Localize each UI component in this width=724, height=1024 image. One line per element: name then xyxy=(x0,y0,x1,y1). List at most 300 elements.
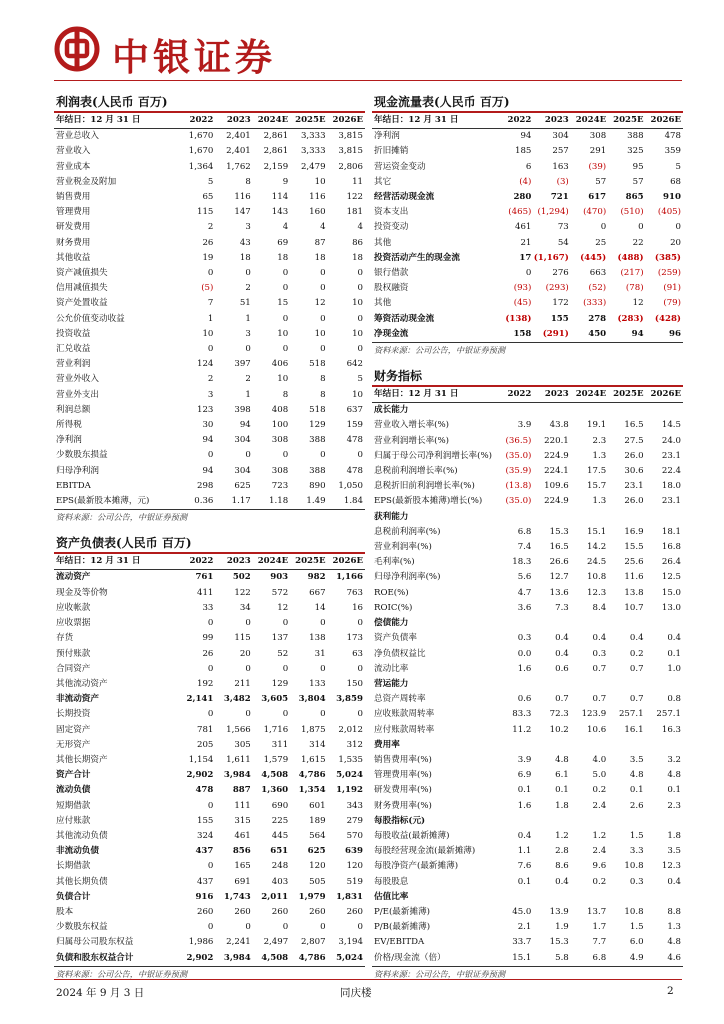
header-year-cell: 2023 xyxy=(544,115,569,125)
row-value: 8 xyxy=(320,374,326,385)
row-value: 10 xyxy=(314,328,326,339)
row-label: 汇兑收益 xyxy=(56,344,91,355)
row-value: 0 xyxy=(245,663,251,674)
row-value xyxy=(533,510,570,525)
row-value: 94 xyxy=(202,435,214,446)
row-value: 0.6 xyxy=(555,663,569,674)
table-row xyxy=(372,281,683,296)
row-label: 其他 xyxy=(374,298,392,309)
ratios-title: 财务指标 xyxy=(374,369,423,384)
table-row xyxy=(54,312,365,327)
row-value: 4.8 xyxy=(629,770,644,781)
row-value xyxy=(571,616,608,631)
row-value: 114 xyxy=(271,192,289,203)
row-value: 4.0 xyxy=(592,754,607,765)
table-row xyxy=(54,859,365,874)
row-value: (1,294) xyxy=(537,207,569,218)
table-header-row xyxy=(372,387,683,403)
table-row xyxy=(54,692,365,707)
row-value: 9 xyxy=(282,176,289,187)
row-label: 应收帐款 xyxy=(56,602,91,613)
table-row xyxy=(372,494,683,509)
row-value: 18 xyxy=(314,252,326,263)
table-row xyxy=(54,205,365,220)
row-value: 12 xyxy=(632,298,644,309)
row-value: 30.6 xyxy=(624,466,644,477)
row-value: 887 xyxy=(232,785,251,796)
footer-company: 同庆楼 xyxy=(340,987,372,999)
row-value: 0 xyxy=(282,450,289,461)
row-value: 3,804 xyxy=(298,694,326,705)
table-row xyxy=(372,875,683,890)
row-value: 16.3 xyxy=(661,724,681,735)
row-value: 2,141 xyxy=(186,694,214,705)
row-label: 资产减值损失 xyxy=(56,268,108,279)
row-value: 2.4 xyxy=(592,846,607,857)
row-value: 5.8 xyxy=(555,952,569,963)
row-value: 0 xyxy=(207,450,214,461)
row-label: 股本 xyxy=(56,906,74,917)
header-year-cell: 2026E xyxy=(332,556,363,567)
table-row xyxy=(372,662,683,677)
table-row xyxy=(372,951,683,966)
row-value: 1,050 xyxy=(338,480,363,491)
row-value: 163 xyxy=(552,161,569,172)
income-table xyxy=(54,113,365,509)
table-row xyxy=(54,738,365,753)
row-value: 4,786 xyxy=(298,952,326,963)
balance-sheet xyxy=(54,535,365,980)
row-value: 1,360 xyxy=(261,785,289,796)
row-value: 0 xyxy=(282,344,289,355)
table-row xyxy=(372,890,683,905)
row-value: 2,806 xyxy=(338,161,363,172)
row-value: 99 xyxy=(202,633,214,644)
row-value xyxy=(608,677,645,692)
row-value: 0.4 xyxy=(555,633,569,644)
row-value xyxy=(496,510,533,525)
row-value: 224.9 xyxy=(544,450,569,461)
row-value: 7.6 xyxy=(517,861,532,872)
row-value: 100 xyxy=(271,420,289,431)
row-value: 16.5 xyxy=(624,420,644,431)
row-value: 0 xyxy=(320,283,326,294)
row-value: 308 xyxy=(271,465,289,476)
row-label: 少数股东损益 xyxy=(56,450,108,461)
table-row xyxy=(372,464,683,479)
row-value: 304 xyxy=(552,131,569,142)
header-label-cell: 年结日：12 月 31 日 xyxy=(56,115,141,125)
row-value: 0.1 xyxy=(517,785,532,796)
table-row xyxy=(372,783,683,798)
row-value: 3.6 xyxy=(517,602,532,613)
row-label: 其他流动负债 xyxy=(56,830,108,841)
row-value: 5.6 xyxy=(517,572,532,583)
row-value: 20 xyxy=(239,648,251,659)
row-value: 10 xyxy=(314,176,326,187)
row-value: 116 xyxy=(234,192,251,203)
row-value: 87 xyxy=(314,237,326,248)
row-value: 45.0 xyxy=(512,906,532,917)
row-value: 570 xyxy=(346,830,363,841)
row-value: 2,861 xyxy=(263,131,289,142)
row-value: 14 xyxy=(314,602,326,613)
row-value: 0 xyxy=(207,663,214,674)
row-value: 2,807 xyxy=(300,937,326,948)
row-value: 1.84 xyxy=(343,496,363,507)
row-value: 2,497 xyxy=(263,937,289,948)
row-value: 359 xyxy=(664,146,681,157)
row-value: 10 xyxy=(202,328,214,339)
row-value: 123.9 xyxy=(581,709,607,720)
row-label: 估值比率 xyxy=(374,891,409,902)
footer-rule xyxy=(54,979,682,980)
row-value: 3,859 xyxy=(336,694,363,705)
row-value: 26.4 xyxy=(661,557,681,568)
row-value: (445) xyxy=(580,252,607,263)
row-value: 4 xyxy=(357,222,363,233)
row-value: 7.3 xyxy=(555,602,569,613)
row-value: 0 xyxy=(320,663,326,674)
row-label: 应付账款周转率 xyxy=(374,724,435,735)
row-value: 1,611 xyxy=(226,754,251,765)
row-label: EBITDA xyxy=(56,480,91,491)
row-value: 3,194 xyxy=(338,937,363,948)
row-value: (465) xyxy=(508,207,532,218)
table-row xyxy=(372,829,683,844)
header xyxy=(54,18,684,78)
row-value: (3) xyxy=(556,176,569,187)
row-value: 138 xyxy=(309,633,326,644)
row-value xyxy=(608,890,645,905)
row-label: 其他 xyxy=(374,237,392,248)
table-row xyxy=(54,677,365,692)
row-value: 0.8 xyxy=(667,694,681,705)
row-label: 每股净资产(最新摊薄) xyxy=(374,861,459,872)
row-value: 518 xyxy=(309,359,326,370)
row-value: 437 xyxy=(195,846,214,857)
row-value: 120 xyxy=(309,861,326,872)
row-value: 0 xyxy=(207,709,214,720)
row-value: 18 xyxy=(352,252,363,263)
header-year-cell: 2026E xyxy=(650,115,681,125)
header-year-cell: 2022 xyxy=(507,389,532,400)
row-value: 305 xyxy=(234,739,251,750)
row-label: 应付账款 xyxy=(56,815,91,826)
row-value: 10.2 xyxy=(549,724,569,735)
row-value: 10 xyxy=(352,389,363,400)
row-value: 224.9 xyxy=(544,496,569,507)
row-value: 518 xyxy=(309,404,326,415)
row-value: 10 xyxy=(352,328,363,339)
row-value: 1,192 xyxy=(336,785,363,796)
table-row xyxy=(372,707,683,722)
row-value: 890 xyxy=(309,480,326,491)
header-year-cell: 2024E xyxy=(575,115,607,125)
row-value: 0 xyxy=(357,283,363,294)
row-value: 2,401 xyxy=(226,131,251,142)
row-value: 0 xyxy=(357,922,363,933)
row-value: 257.1 xyxy=(656,709,681,720)
row-value: 3.5 xyxy=(629,754,644,765)
row-label: 营业外支出 xyxy=(56,389,99,400)
row-value: 155 xyxy=(196,815,214,826)
footer-page-number: 2 xyxy=(667,985,674,997)
row-label: 息税前利润增长率(%) xyxy=(374,466,458,477)
row-value: 65 xyxy=(202,192,214,203)
table-row xyxy=(372,296,683,311)
row-value: 123 xyxy=(196,404,214,415)
row-value: 0 xyxy=(207,800,214,811)
row-label: 研发费用率(%) xyxy=(374,785,432,796)
table-row xyxy=(54,372,365,387)
row-value xyxy=(608,510,645,525)
row-label: 利润总额 xyxy=(56,404,91,415)
table-header-row xyxy=(54,113,365,129)
row-value: 406 xyxy=(271,359,289,370)
row-value xyxy=(533,738,570,753)
row-value: 478 xyxy=(195,785,214,796)
table-row xyxy=(54,707,365,722)
row-label: 毛利率(%) xyxy=(374,557,415,568)
cashflow-table xyxy=(372,113,683,342)
row-value: 225 xyxy=(271,815,289,826)
row-value: 0.7 xyxy=(555,694,569,705)
table-row xyxy=(372,510,683,525)
row-value: 663 xyxy=(589,268,607,279)
table-row xyxy=(54,357,365,372)
row-value: 639 xyxy=(345,846,363,857)
row-value: 388 xyxy=(309,465,326,476)
row-value: 3.2 xyxy=(667,754,681,765)
row-value: 23.1 xyxy=(661,496,681,507)
row-value: 12 xyxy=(277,602,289,613)
row-value: 260 xyxy=(196,906,214,917)
table-row xyxy=(372,723,683,738)
row-value: 1.3 xyxy=(592,496,607,507)
table-header-row xyxy=(54,554,365,570)
row-label: 总资产周转率 xyxy=(374,694,426,705)
row-label: 营业总收入 xyxy=(56,131,99,142)
row-value: 94 xyxy=(520,131,532,142)
row-value: 1,579 xyxy=(263,754,289,765)
header-year-cell: 2025E xyxy=(613,389,644,400)
row-value: 0 xyxy=(282,618,289,629)
row-value: 27.5 xyxy=(624,435,644,446)
row-value: 0.4 xyxy=(517,830,532,841)
table-row xyxy=(372,540,683,555)
row-value: 18.1 xyxy=(661,526,681,537)
table-row xyxy=(372,920,683,935)
row-value: 147 xyxy=(234,207,251,218)
row-value: 0 xyxy=(207,344,214,355)
row-value: 1.1 xyxy=(517,846,532,857)
row-value: 0.4 xyxy=(592,633,607,644)
row-value: 0.1 xyxy=(667,648,681,659)
table-row xyxy=(54,296,365,311)
table-row xyxy=(372,905,683,920)
table-row xyxy=(372,479,683,494)
row-value: 1.17 xyxy=(231,496,251,507)
row-label: 流动比率 xyxy=(374,663,409,674)
row-label: 应收票据 xyxy=(56,618,91,629)
row-value: 7.4 xyxy=(517,542,532,553)
row-value xyxy=(533,677,570,692)
row-label: 财务费用 xyxy=(56,237,91,248)
row-value: 172 xyxy=(552,298,569,309)
row-value: 0.4 xyxy=(667,876,681,887)
right-column xyxy=(372,94,683,981)
row-value: 26 xyxy=(202,237,214,248)
income-source: 资料来源：公司公告，中银证券预测 xyxy=(56,512,188,523)
row-label: EV/EBITDA xyxy=(374,937,425,948)
row-label: 应收账款周转率 xyxy=(374,709,435,720)
row-value xyxy=(496,890,533,905)
row-value: 315 xyxy=(234,815,251,826)
row-value: 1,566 xyxy=(226,724,251,735)
row-value: (1,167) xyxy=(533,252,569,263)
row-value: 7.7 xyxy=(592,937,607,948)
row-value: 3.9 xyxy=(517,754,532,765)
row-value: 0 xyxy=(357,344,363,355)
table-row xyxy=(54,662,365,677)
row-label: 非流动负债 xyxy=(56,846,99,857)
table-row xyxy=(372,692,683,707)
row-value: 12.3 xyxy=(661,861,681,872)
row-value: 19.1 xyxy=(587,420,607,431)
row-value: 26.0 xyxy=(624,496,644,507)
row-label: 预付账款 xyxy=(56,648,91,659)
row-label: 长期投资 xyxy=(56,709,91,720)
row-label: 其他收益 xyxy=(56,252,91,263)
row-value: 257.1 xyxy=(618,709,644,720)
row-value: 12.7 xyxy=(549,572,569,583)
table-row xyxy=(372,403,683,418)
row-value: 4.6 xyxy=(667,952,681,963)
row-value: 1.18 xyxy=(269,496,289,507)
row-value: 63 xyxy=(352,648,363,659)
row-value: 903 xyxy=(270,572,289,583)
row-value: 10 xyxy=(352,298,363,309)
row-value xyxy=(571,814,608,829)
cashflow-statement xyxy=(372,94,683,357)
row-value: 865 xyxy=(625,192,644,203)
row-value: 26 xyxy=(202,648,214,659)
table-row xyxy=(54,160,365,175)
table-row xyxy=(54,586,365,601)
row-value: 1,762 xyxy=(226,161,251,172)
row-value: 291 xyxy=(589,146,607,157)
row-value: 20 xyxy=(670,237,681,248)
table-row xyxy=(54,647,365,662)
row-value: 2,479 xyxy=(300,161,326,172)
row-value: 314 xyxy=(309,739,326,750)
row-label: 归母净利润率(%) xyxy=(374,572,441,583)
table-row xyxy=(54,479,365,494)
row-value xyxy=(608,814,645,829)
row-value: 0 xyxy=(320,709,326,720)
row-value: 22.4 xyxy=(661,466,681,477)
row-value: 3,815 xyxy=(338,131,363,142)
row-label: 每股指标(元) xyxy=(374,815,426,826)
row-value: 14.2 xyxy=(587,542,607,553)
table-row xyxy=(372,129,683,144)
row-value: 478 xyxy=(664,131,681,142)
table-row xyxy=(54,814,365,829)
table-row xyxy=(372,738,683,753)
row-value: 2.3 xyxy=(667,800,681,811)
row-value: (259) xyxy=(657,268,681,279)
row-value: 6.8 xyxy=(592,952,607,963)
table-row xyxy=(54,464,365,479)
row-label: 营业成本 xyxy=(56,161,91,172)
row-value: (45) xyxy=(513,298,532,309)
row-label: 非流动资产 xyxy=(56,694,99,705)
row-value: 6.0 xyxy=(629,937,644,948)
row-value: 185 xyxy=(514,146,532,157)
table-row xyxy=(54,829,365,844)
row-value: 1 xyxy=(245,313,251,324)
row-label: 其他长期资产 xyxy=(56,754,108,765)
row-value xyxy=(608,403,645,418)
row-value: 0 xyxy=(357,313,363,324)
row-value: 5,024 xyxy=(336,952,363,963)
row-value: 10.8 xyxy=(624,906,644,917)
row-value: 16.1 xyxy=(624,724,644,735)
row-value: 160 xyxy=(309,207,326,218)
row-value: 24.0 xyxy=(661,435,681,446)
row-value: 8.6 xyxy=(555,861,569,872)
row-value: 18 xyxy=(239,252,251,263)
row-value: 133 xyxy=(309,678,326,689)
row-value: 781 xyxy=(196,724,214,735)
row-value: 4,508 xyxy=(261,952,289,963)
table-row xyxy=(54,723,365,738)
row-value: 408 xyxy=(271,404,289,415)
balance-table xyxy=(54,554,365,965)
row-value: 10.8 xyxy=(587,572,607,583)
row-label: 投资活动产生的现金流 xyxy=(374,252,460,263)
row-value: 0 xyxy=(282,709,289,720)
table-row xyxy=(54,905,365,920)
row-value: 10.8 xyxy=(624,861,644,872)
row-value: 0.2 xyxy=(592,876,607,887)
header-year-cell: 2026E xyxy=(332,115,363,125)
row-value: 0 xyxy=(282,313,289,324)
row-value: 1,615 xyxy=(300,754,326,765)
row-value xyxy=(646,814,683,829)
row-value: 68 xyxy=(670,176,681,187)
row-label: 归属于母公司净利润增长率(%) xyxy=(374,450,492,461)
row-value: 6 xyxy=(525,161,532,172)
row-value: 398 xyxy=(234,404,251,415)
row-value: 86 xyxy=(352,237,363,248)
row-value: 0 xyxy=(245,450,251,461)
row-value: 94 xyxy=(202,465,214,476)
row-value: 248 xyxy=(271,861,289,872)
table-row xyxy=(54,768,365,783)
table-row xyxy=(372,251,683,266)
row-value: 0.2 xyxy=(592,785,607,796)
row-value: 651 xyxy=(270,846,289,857)
row-value: 2,241 xyxy=(226,937,251,948)
row-value: 0 xyxy=(282,268,289,279)
row-value: 16.8 xyxy=(661,542,681,553)
row-value: 2.8 xyxy=(555,846,569,857)
row-value: 22 xyxy=(632,237,644,248)
row-value: 1,875 xyxy=(300,724,326,735)
row-value: 6.1 xyxy=(555,770,569,781)
